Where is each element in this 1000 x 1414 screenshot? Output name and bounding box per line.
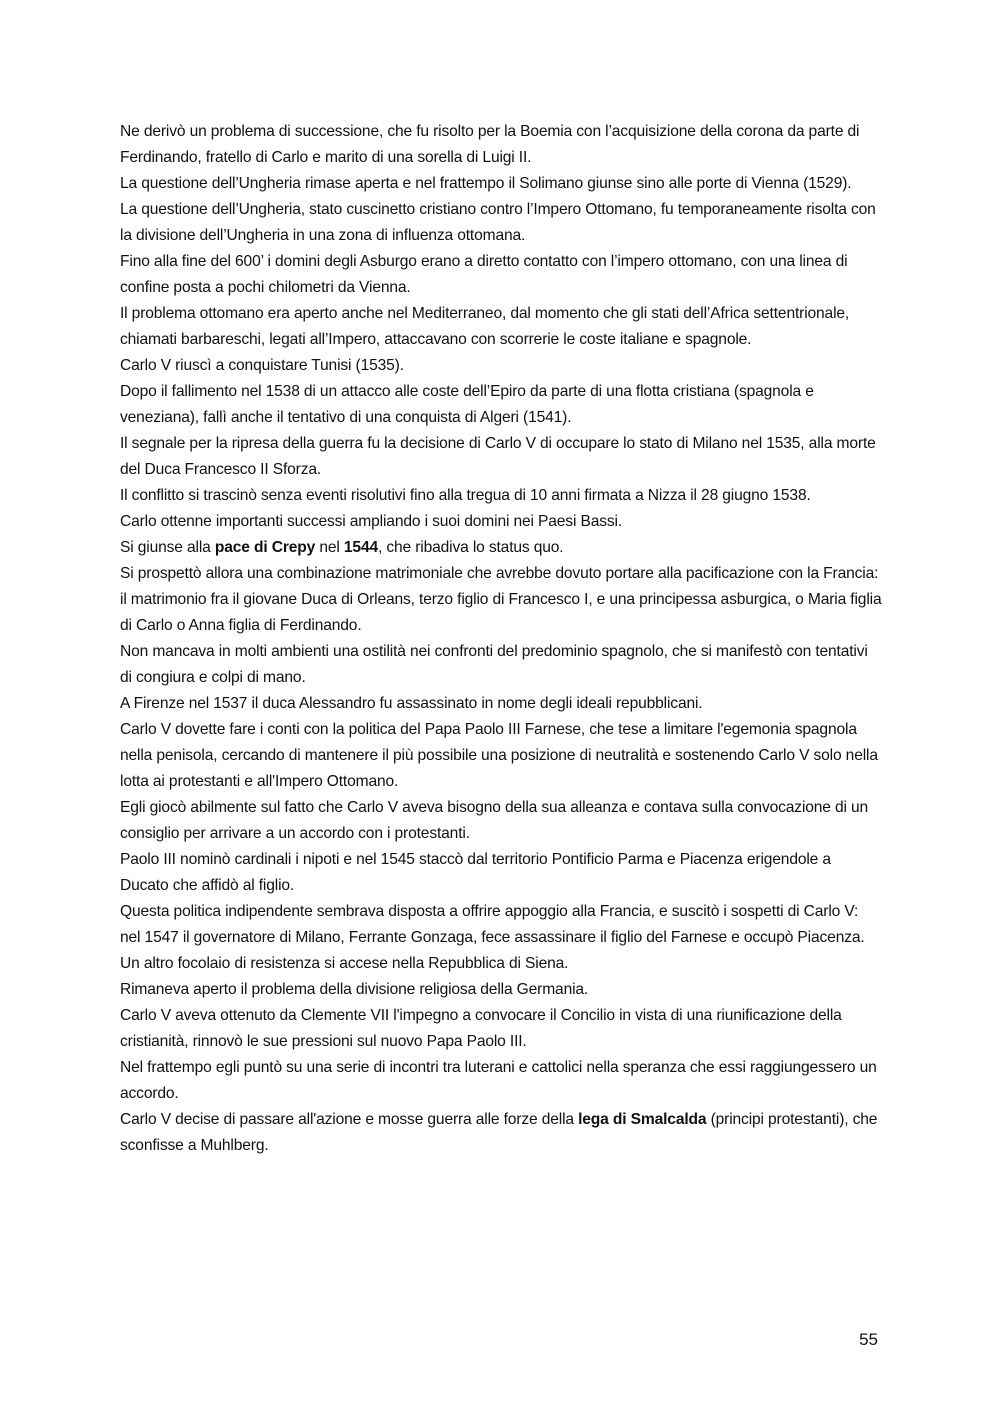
text-segment: , che ribadiva lo status quo. [378, 539, 564, 556]
text-segment: Non mancava in molti ambienti una ostilità nei confronti del predominio spagnolo, che si manifestò con tentativi di congiura e colpi di mano. [120, 643, 868, 686]
paragraph [120, 483, 882, 509]
paragraph [120, 847, 882, 899]
paragraph [120, 509, 882, 535]
text-segment: Ne derivò un problema di successione, che fu risolto per la Boemia con l’acquisizione della corona da parte di Ferdinando, fratello di Carlo e marito di una sorella di Luigi II. [120, 123, 860, 166]
paragraph [120, 171, 882, 197]
text-segment: Carlo V aveva ottenuto da Clemente VII l'impegno a convocare il Concilio in vista di una riunificazione della cristianità, rinnovò le sue pressioni sul nuovo Papa Paolo III. [120, 1007, 842, 1050]
text-segment: La questione dell’Ungheria rimase aperta e nel frattempo il Solimano giunse sino alle porte di Vienna (1529). [120, 175, 852, 192]
paragraph [120, 639, 882, 691]
paragraph [120, 379, 882, 431]
text-segment: Carlo ottenne importanti successi ampliando i suoi domini nei Paesi Bassi. [120, 513, 623, 530]
paragraph [120, 899, 882, 951]
text-segment: Il problema ottomano era aperto anche nel Mediterraneo, dal momento che gli stati dell’Africa settentrionale, chiamati barbareschi, legati all’Impero, attaccavano con scorrerie le coste italiane e spagnole. [120, 305, 850, 348]
paragraph [120, 717, 882, 795]
text-segment: Carlo V dovette fare i conti con la politica del Papa Paolo III Farnese, che tese a limitare l'egemonia spagnola nella penisola, cercando di mantenere il più possibile una posizione di neutralità e sostenendo Carlo V solo nella lotta ai protestanti e all'Impero Ottomano. [120, 721, 878, 790]
text-segment: (principi protestanti), che sconfisse a Muhlberg. [120, 1111, 878, 1154]
text-segment: A Firenze nel 1537 il duca Alessandro fu assassinato in nome degli ideali repubblicani. [120, 695, 703, 712]
paragraph [120, 431, 882, 483]
text-segment: Nel frattempo egli puntò su una serie di incontri tra luterani e cattolici nella speranza che essi raggiungessero un accordo. [120, 1059, 877, 1102]
text-segment: Questa politica indipendente sembrava disposta a offrire appoggio alla Francia, e suscitò i sospetti di Carlo V: nel 1547 il governatore di Milano, Ferrante Gonzaga, fece assassinare il figlio del Farnese e occupò Piacenza. [120, 903, 865, 946]
bold-text: pace di Crepy [214, 539, 316, 556]
paragraph [120, 249, 882, 301]
page-number: 55 [859, 1330, 878, 1349]
paragraph [120, 535, 882, 561]
text-segment: Un altro focolaio di resistenza si accese nella Repubblica di Siena. [120, 955, 569, 972]
text-segment: Fino alla fine del 600’ i domini degli Asburgo erano a diretto contatto con l’impero ottomano, con una linea di confine posta a pochi chilometri da Vienna. [120, 253, 848, 296]
text-segment: Carlo V decise di passare all'azione e mosse guerra alle forze della [120, 1111, 579, 1128]
paragraph [120, 119, 882, 171]
text-segment: Rimaneva aperto il problema della divisione religiosa della Germania. [120, 981, 589, 998]
paragraph [120, 561, 882, 639]
text-segment: nel [315, 539, 344, 556]
bold-text: lega di Smalcalda [578, 1111, 707, 1128]
paragraph [120, 691, 882, 717]
paragraph [120, 353, 882, 379]
paragraph [120, 1003, 882, 1055]
text-segment: Carlo V riuscì a conquistare Tunisi (1535). [120, 357, 404, 374]
text-segment: Paolo III nominò cardinali i nipoti e nel 1545 staccò dal territorio Pontificio Parma e Piacenza erigendole a Ducato che affidò al figlio. [120, 851, 831, 894]
paragraph [120, 977, 882, 1003]
document-body [120, 119, 882, 1159]
paragraph [120, 197, 882, 249]
text-segment: Il conflitto si trascinò senza eventi risolutivi fino alla tregua di 10 anni firmata a Nizza il 28 giugno 1538. [120, 487, 811, 504]
text-segment: Dopo il fallimento nel 1538 di un attacco alle coste dell’Epiro da parte di una flotta cristiana (spagnola e veneziana), fallì anche il tentativo di una conquista di Algeri (1541). [120, 383, 814, 426]
paragraph [120, 1107, 882, 1159]
paragraph [120, 301, 882, 353]
text-segment: La questione dell’Ungheria, stato cuscinetto cristiano contro l’Impero Ottomano, fu temporaneamente risolta con la divisione dell’Ungheria in una zona di influenza ottomana. [120, 201, 876, 244]
paragraph [120, 951, 882, 977]
paragraph [120, 1055, 882, 1107]
text-segment: Si prospettò allora una combinazione matrimoniale che avrebbe dovuto portare alla pacificazione con la Francia: il matrimonio fra il giovane Duca di Orleans, terzo figlio di Francesco I, e una principessa asburgica, o Maria figlia di Carlo o Anna figlia di Ferdinando. [120, 565, 882, 634]
bold-text: 1544 [343, 539, 378, 556]
text-segment: Il segnale per la ripresa della guerra fu la decisione di Carlo V di occupare lo stato di Milano nel 1535, alla morte del Duca Francesco II Sforza. [120, 435, 876, 478]
text-segment: Si giunse alla [120, 539, 215, 556]
paragraph [120, 795, 882, 847]
text-segment: Egli giocò abilmente sul fatto che Carlo V aveva bisogno della sua alleanza e contava sulla convocazione di un consiglio per arrivare a un accordo con i protestanti. [120, 799, 869, 842]
